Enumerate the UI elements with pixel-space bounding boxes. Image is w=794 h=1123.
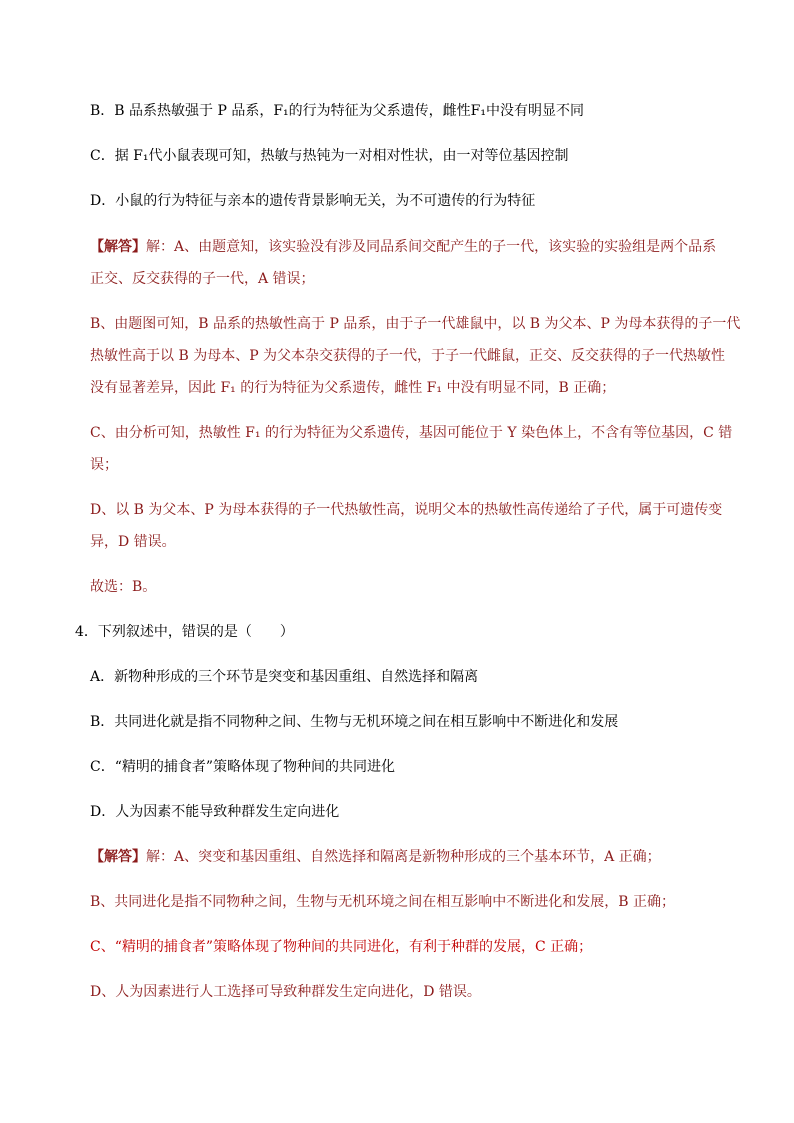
q3-option-d: D．小鼠的行为特征与亲本的遗传背景影响无关，为不可遗传的行为特征 (90, 193, 536, 209)
q3-option-b: B．B 品系热敏强于 P 品系，F₁的行为特征为父系遗传，雌性F₁中没有明显不同 (90, 103, 584, 119)
q3-option-c: C．据 F₁代小鼠表现可知，热敏与热钝为一对相对性状，由一对等位基因控制 (90, 148, 569, 164)
q3-analysis-c-line2: 误； (90, 457, 118, 473)
q4-option-a: A．新物种形成的三个环节是突变和基因重组、自然选择和隔离 (90, 669, 479, 685)
q3-analysis-tag: 【解答】 (90, 239, 146, 255)
q3-analysis-a-text1: 解：A、由题意知，该实验没有涉及同品系间交配产生的子一代，该实验的实验组是两个品系 (146, 239, 717, 255)
q3-analysis-c-line1: C、由分析可知，热敏性 F₁ 的行为特征为父系遗传，基因可能位于 Y 染色体上，不含有等位基因，C 错 (90, 425, 733, 441)
q4-analysis-c-line: C、“精明的捕食者”策略体现了物种间的共同进化，有利于种群的发展，C 正确； (90, 939, 593, 955)
q3-analysis-b-line1: B、由题图可知，B 品系的热敏性高于 P 品系，由于子一代雄鼠中，以 B 为父本、P 为母本获得的子一代 (90, 316, 741, 332)
q4-option-d: D．人为因素不能导致种群发生定向进化 (90, 804, 340, 820)
q3-analysis-a-line2: 正交、反交获得的子一代，A 错误； (90, 271, 315, 287)
q4-analysis-b-line: B、共同进化是指不同物种之间，生物与无机环境之间在相互影响中不断进化和发展，B 正确； (90, 894, 676, 910)
q3-analysis-b-line2: 热敏性高于以 B 为母本、P 为父本杂交获得的子一代，于子一代雌鼠，正交、反交获得的子一代热敏性 (90, 348, 726, 364)
q4-analysis-tag: 【解答】 (90, 849, 146, 865)
q4-analysis-d-line: D、人为因素进行人工选择可导致种群发生定向进化，D 错误。 (90, 984, 481, 1000)
q3-analysis-a-line1 (90, 237, 716, 257)
q4-option-c: C．“精明的捕食者”策略体现了物种间的共同进化 (90, 759, 396, 775)
q4-stem: 4．下列叙述中，错误的是（ ） (75, 624, 294, 640)
q3-analysis-d-line2: 异，D 错误。 (90, 534, 176, 550)
q3-analysis-b-line3: 没有显著差异，因此 F₁ 的行为特征为父系遗传，雌性 F₁ 中没有明显不同，B 正确； (90, 380, 616, 396)
q3-analysis-d-line1: D、以 B 为父本、P 为母本获得的子一代热敏性高，说明父本的热敏性高传递给了子代，属于可遗传变 (90, 502, 723, 518)
q3-answer-choice: 故选：B。 (90, 579, 157, 595)
q4-analysis-a-line (90, 847, 661, 867)
q4-analysis-a-text: 解：A、突变和基因重组、自然选择和隔离是新物种形成的三个基本环节，A 正确； (146, 849, 661, 865)
q4-option-b: B．共同进化就是指不同物种之间、生物与无机环境之间在相互影响中不断进化和发展 (90, 714, 619, 730)
